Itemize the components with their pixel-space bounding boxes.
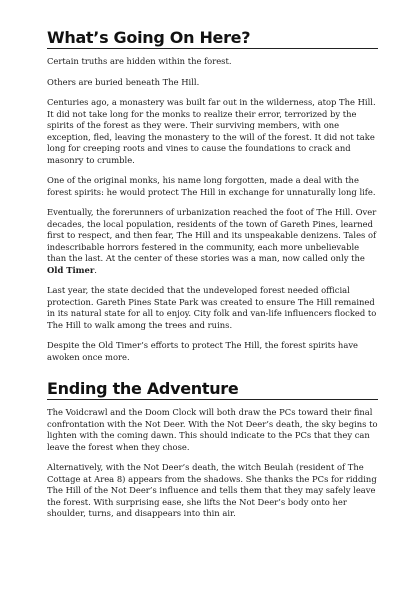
section-ending <box>47 379 378 520</box>
section-heading-ending-the-adventure: Ending the Adventure <box>47 379 239 398</box>
paragraph: Others are buried beneath The Hill. <box>47 76 200 87</box>
heading-rule <box>47 48 378 49</box>
section-heading-whats-going-on: What’s Going On Here? <box>47 28 251 47</box>
paragraph: Despite the Old Timer’s efforts to protect The Hill, the forest spirits have awoken once more. <box>47 340 359 362</box>
heading-rule <box>47 399 378 400</box>
paragraph: Certain truths are hidden within the forest. <box>47 56 232 66</box>
paragraph: Alternatively, with the Not Deer’s death, the witch Beulah (resident of The Cottage at Area 8) appears from the shadows. She thanks the PCs for ridding The Hill of the Not Deer’s influence and tells them that they may safely leave the forest. With surprising ease, she lifts the Not Deer’s body onto her shoulder, turns, and disappears into thin air. <box>47 462 377 518</box>
period: . <box>94 264 97 275</box>
paragraph: Centuries ago, a monastery was built far out in the wilderness, atop The Hill. It did not take long for the monks to realize their error, terrorized by the spirits of the forest as they were. Their surviving members, with one exception, fled, leaving the monastery to the will of the forest. It did not take long for creeping roots and vines to cause the foundations to crack and masonry to crumble. <box>47 97 376 165</box>
old-timer-name: Old Timer <box>47 264 95 275</box>
paragraph-text: Eventually, the forerunners of urbanization reached the foot of The Hill. Over decades, the local population, residents of the town of Gareth Pines, learned first to respect, and then fear, The Hill and its unspeakable denizens. Tales of indescribable horrors festered in the community, each more unbelievable than the last. At the center of these stories was a man, now called only the <box>47 207 377 263</box>
paragraph-old-timer <box>47 207 378 276</box>
paragraph: Last year, the state decided that the undeveloped forest needed official protection. Gareth Pines State Park was created to ensure The Hill remained in its natural state for all to enjoy. City folk and van-life influencers flocked to The Hill to walk among the trees and ruins. <box>47 285 377 330</box>
paragraph: The Voidcrawl and the Doom Clock will both draw the PCs toward their final confrontation with the Not Deer. With the Not Deer’s death, the sky begins to lighten with the coming dawn. This should indicate to the PCs that they can leave the forest when they chose. <box>47 407 378 452</box>
paragraph: One of the original monks, his name long forgotten, made a deal with the forest spirits: he would protect The Hill in exchange for unnaturally long life. <box>47 175 376 197</box>
